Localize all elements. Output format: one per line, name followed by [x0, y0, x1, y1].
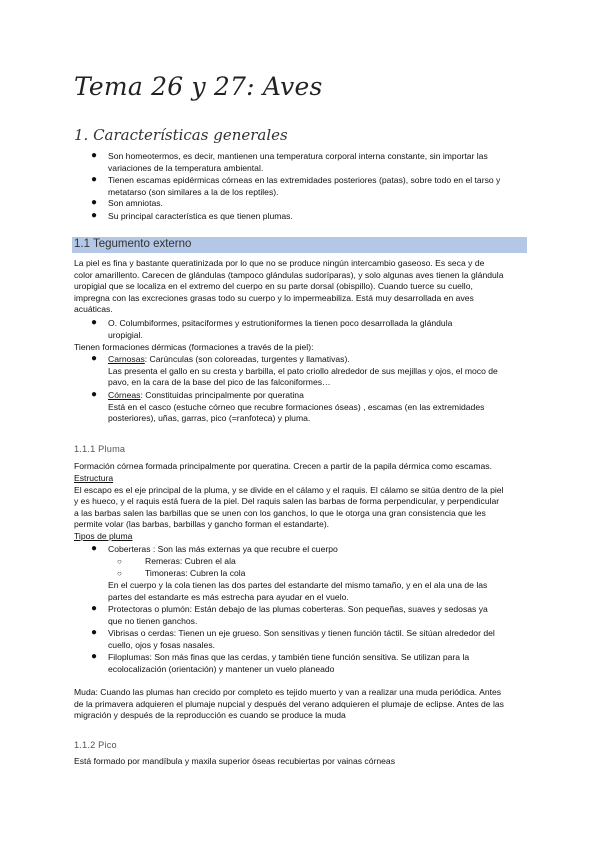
circle-bullet-icon: ○ [117, 557, 122, 566]
sub-item-timoneras: Timoneras: Cubren la cola [145, 568, 246, 578]
pico-paragraph: Está formado por mandíbula y maxila superior óseas recubiertas por vainas córneas [74, 756, 395, 766]
section-heading-caracteristicas: 1. Características generales [74, 126, 288, 144]
estructura-block: Estructura El escapo es el eje principal de la pluma, y se divide en el cálamo y el raquis. El cálamo se sitúa dentro de la piel y es hueco, y el raquis está fuera de la piel. Del raquis salen las barbas de forma perpendicular, y perpendicular a las barbas salen las barbillas que se unen con los ganchos, lo que le otorga una gran consistencia que les permite volar (las barbas, barbillas y gancho forman el estandarte). Tipos de pluma [74, 473, 504, 541]
bullet-icon: ● [91, 627, 98, 638]
page-title: Tema 26 y 27: Aves [74, 72, 323, 101]
bullet-icon: ● [91, 651, 98, 662]
list-item-carnosas: Carnosas: Carúnculas (son coloreadas, turgentes y llamativas). Las presenta el gallo en su cresta y barbilla, el pato criollo alrededor de sus mejillas y ojos, el moco de pavo, en la cara de la base del pico de las falconiformes… [108, 354, 498, 388]
bullet-icon: ● [91, 174, 98, 185]
bullet-icon: ● [91, 389, 98, 400]
circle-bullet-icon: ○ [117, 569, 122, 578]
list-item: Tienen escamas epidérmicas córneas en las extremidades posteriores (patas), sobre todo en el tarso y metatarso (son similares a la de los reptiles). [108, 175, 501, 197]
list-item-coberteras: Coberteras : Son las más externas ya que recubre el cuerpo [108, 544, 338, 554]
formaciones-intro: Tienen formaciones dérmicas (formaciones a través de la piel): [74, 342, 314, 352]
list-item-vibrisas: Vibrisas o cerdas: Tienen un eje grueso. Son sensitivas y tienen función táctil. Se sitúan alrededor del cuello, ojos y fosas nasales. [108, 628, 495, 650]
bullet-icon: ● [91, 150, 98, 161]
list-item: Son homeotermos, es decir, mantienen una temperatura corporal interna constante, sin importar las variaciones de la temperatura ambiental. [108, 151, 488, 173]
list-item-filoplumas: Filoplumas: Son más finas que las cerdas, y también tiene función sensitiva. Se utilizan para la ecolocalización (orientación) y mantener un vuelo planeado [108, 652, 470, 674]
bullet-icon: ● [91, 543, 98, 554]
bullet-icon: ● [91, 197, 98, 208]
sub-item-remeras: Remeras: Cubren el ala [145, 556, 236, 566]
coberteras-detail: En el cuerpo y la cola tienen las dos partes del estandarte del mismo tamaño, y en el ala una de las partes del estandarte es más estrecha para ayudar en el vuelo. [108, 580, 488, 602]
muda-paragraph: Muda: Cuando las plumas han crecido por completo es tejido muerto y van a realizar una muda periódica. Antes de la primavera adquieren el plumaje nupcial y después del verano adquieren el plumaje de eclipse. Antes de las migración y después de la reproducción es cuando se produce la muda [74, 687, 504, 721]
pluma-intro: Formación córnea formada principalmente por queratina. Crecen a partir de la papila dérmica como escamas. [74, 461, 492, 471]
list-item: O. Columbiformes, psitaciformes y estrutioniformes la tienen poco desarrollada la glándula uropigial. [108, 318, 453, 340]
list-item-protectoras: Protectoras o plumón: Están debajo de las plumas coberteras. Son pequeñas, suaves y sedosas ya que no tienen ganchos. [108, 604, 488, 626]
bullet-icon: ● [91, 210, 98, 221]
subsection-heading-pico: 1.1.2 Pico [74, 740, 117, 750]
subsection-heading-pluma: 1.1.1 Pluma [74, 444, 126, 454]
list-item-corneas: Córneas: Constituidas principalmente por queratina Está en el casco (estuche córneo que recubre formaciones óseas) , escamas (en las extremidades posteriores), uñas, garras, pico (=ranfoteca) y pluma. [108, 390, 485, 424]
list-item: Su principal característica es que tienen plumas. [108, 211, 293, 221]
bullet-icon: ● [91, 353, 98, 364]
bullet-icon: ● [91, 317, 98, 328]
list-item: Son amniotas. [108, 198, 163, 208]
section-heading-tegumento: 1.1 Tegumento externo [72, 237, 527, 253]
bullet-icon: ● [91, 603, 98, 614]
tegumento-paragraph: La piel es fina y bastante queratinizada por lo que no se produce ningún intercambio gaseoso. Es seca y de color amarillento. Carecen de glándulas (tampoco glándulas sudoríparas), y solo algunas aves tienen la glándula uropigial que se localiza en el extremo del cuerpo en su parte dorsal (obispillo). Cuando tuerce su cuello, impregna con las excreciones grasas todo su cuerpo y lo impermeabiliza. Está muy desarrollada en aves acuáticas. [74, 258, 504, 315]
